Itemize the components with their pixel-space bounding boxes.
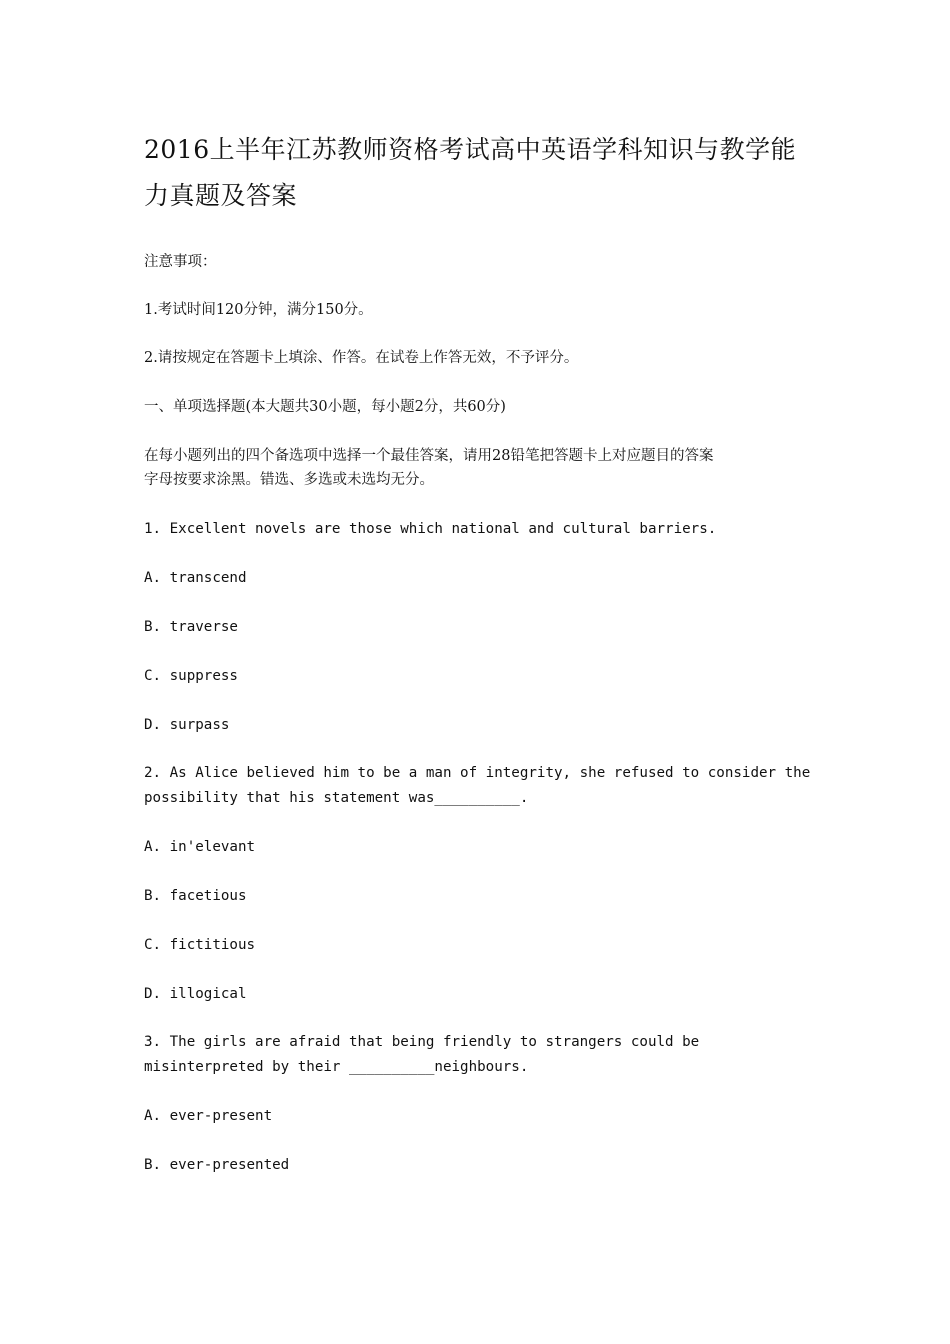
question-option: B. traverse [144, 619, 238, 635]
question-option: B. ever-presented [144, 1157, 290, 1173]
question-stem: 1. Excellent novels are those which national and cultural barriers. [144, 521, 717, 537]
question-option: B. facetious [144, 888, 247, 904]
question-stem: 3. The girls are afraid that being friendly to strangers could be [144, 1034, 700, 1050]
notice-heading: 注意事项： [144, 254, 217, 270]
question-option: A. transcend [144, 570, 247, 586]
question-stem: misinterpreted by their __________neighbours. [144, 1059, 529, 1075]
question-option: C. suppress [144, 668, 238, 684]
notice-item: 1.考试时间120分钟，满分150分。 [144, 302, 373, 318]
question-option: A. ever-present [144, 1108, 273, 1124]
question-stem: 2. As Alice believed him to be a man of integrity, she refused to consider the [144, 765, 811, 781]
section-instruction: 在每小题列出的四个备选项中选择一个最佳答案，请用28铅笔把答题卡上对应题目的答案 [144, 448, 714, 464]
section-heading: 一、单项选择题(本大题共30小题，每小题2分，共60分) [144, 399, 506, 415]
question-stem: possibility that his statement was__________. [144, 790, 529, 806]
question-option: C. fictitious [144, 937, 256, 953]
question-option: D. surpass [144, 717, 230, 733]
question-option: A. in'elevant [144, 839, 256, 855]
notice-item: 2.请按规定在答题卡上填涂、作答。在试卷上作答无效，不予评分。 [144, 350, 579, 366]
question-option: D. illogical [144, 986, 247, 1002]
document-title: 2016上半年江苏教师资格考试高中英语学科知识与教学能力真题及答案 [144, 135, 797, 210]
section-instruction: 字母按要求涂黑。错选、多选或未选均无分。 [144, 472, 434, 488]
